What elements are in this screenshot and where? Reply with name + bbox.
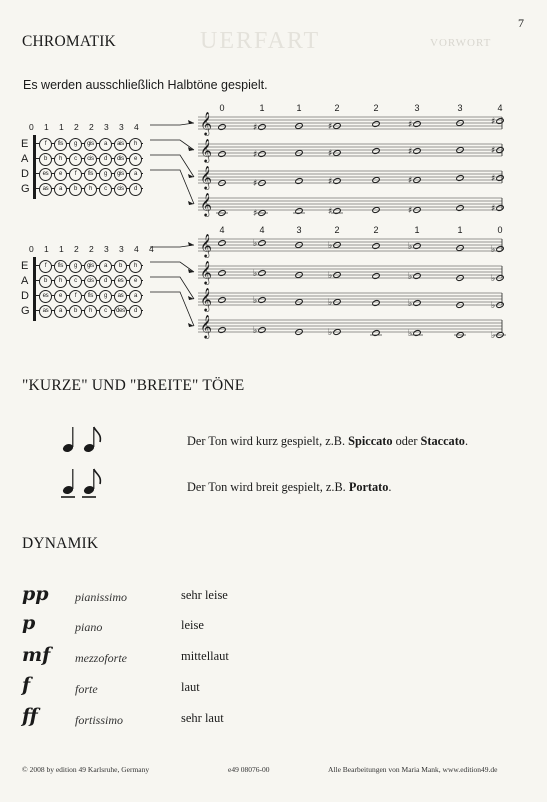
fingerboard-nut <box>33 135 36 199</box>
accidental-icon: ♯ <box>491 174 496 184</box>
accidental-icon: ♭ <box>253 326 258 336</box>
note-circle: a <box>54 305 67 318</box>
accidental-icon: ♭ <box>253 239 258 249</box>
footer-copyright: © 2008 by edition 49 Karlsruhe, Germany <box>22 765 150 774</box>
short-note-symbols <box>58 422 108 456</box>
long-note-symbols <box>58 465 108 501</box>
whole-note <box>413 300 421 307</box>
accidental-icon: ♭ <box>491 274 496 284</box>
note-circle: c <box>99 183 112 196</box>
note-circle: f <box>69 168 82 181</box>
staff-fingering: 1 <box>296 103 302 113</box>
section-title-chromatik: CHROMATIK <box>22 33 116 50</box>
note-circle: fis <box>54 260 67 273</box>
mapping-arrow <box>150 277 194 299</box>
dynamic-italian-term: piano <box>75 620 103 634</box>
note-circle: es <box>39 168 52 181</box>
string-label-a: A <box>21 153 29 165</box>
staff-fingering: 1 <box>457 225 463 235</box>
dynamic-symbol-p: p <box>22 612 36 634</box>
staff-fingering: 4 <box>219 225 225 235</box>
dynamic-symbol-mf: mf <box>22 644 51 666</box>
note-circle: f <box>39 260 52 273</box>
accidental-icon: ♯ <box>408 206 413 216</box>
whole-note <box>258 327 266 334</box>
string-label-e: E <box>21 138 29 150</box>
accidental-icon: ♯ <box>253 123 258 133</box>
accidental-icon: ♭ <box>491 245 496 255</box>
finger-number: 1 <box>59 122 64 132</box>
mapping-arrow <box>150 262 194 272</box>
string-label-g: G <box>21 183 30 195</box>
whole-note <box>372 148 380 155</box>
staff-fingering: 2 <box>373 225 379 235</box>
note-circle: d <box>129 305 142 318</box>
dynamic-meaning: sehr leise <box>181 588 228 602</box>
note-circle: fis <box>84 290 97 303</box>
accidental-icon: ♯ <box>491 117 496 127</box>
note-circle: gis <box>84 260 97 273</box>
staff-fingering: 2 <box>334 225 340 235</box>
finger-number: 2 <box>89 122 94 132</box>
dynamic-meaning: mittellaut <box>181 649 229 663</box>
note-circle: f <box>39 138 52 151</box>
finger-number: 4 <box>149 244 154 254</box>
section-title-dynamik: DYNAMIK <box>22 535 99 552</box>
staff-fingering: 2 <box>334 103 340 113</box>
note-circle: as <box>114 290 127 303</box>
note-circle: h <box>84 183 97 196</box>
note-circle: es <box>114 275 127 288</box>
whole-note <box>258 297 266 304</box>
staff-fingering: 0 <box>497 225 503 235</box>
mapping-arrow <box>150 245 194 247</box>
whole-note <box>372 300 380 307</box>
footer-catalog-number: e49 08076-00 <box>228 765 270 774</box>
whole-note <box>218 327 226 334</box>
staff-fingering: 3 <box>457 103 463 113</box>
note-circle: fis <box>54 138 67 151</box>
dynamic-italian-term: forte <box>75 682 98 696</box>
accidental-icon: ♯ <box>408 120 413 130</box>
whole-note <box>295 208 303 215</box>
note-circle: dis <box>114 153 127 166</box>
note-circle: c <box>69 275 82 288</box>
note-circle: a <box>129 168 142 181</box>
whole-note <box>258 240 266 247</box>
staff-fingering: 3 <box>414 103 420 113</box>
finger-number: 1 <box>44 244 49 254</box>
finger-number: 3 <box>104 244 109 254</box>
finger-number: 3 <box>104 122 109 132</box>
note-circle: as <box>39 183 52 196</box>
treble-clef-icon: 𝄞 <box>200 165 212 189</box>
note-circle: gis <box>114 168 127 181</box>
note-circle: gis <box>84 138 97 151</box>
note-circle: cis <box>84 275 97 288</box>
accidental-icon: ♯ <box>253 150 258 160</box>
dynamic-italian-term: fortissimo <box>75 713 124 727</box>
whole-note <box>372 243 380 250</box>
accidental-icon: ♭ <box>328 271 333 281</box>
long-tone-description: Der Ton wird breit gespielt, z.B. Portato. <box>187 480 392 494</box>
treble-clef-icon: 𝄞 <box>200 314 212 338</box>
note-circle: fis <box>84 168 97 181</box>
staff-fingering: 4 <box>259 225 265 235</box>
note-circle: h <box>54 275 67 288</box>
bleed-through-title: UERFART <box>200 28 321 54</box>
fingerboard-nut <box>33 257 36 321</box>
finger-number: 0 <box>29 244 34 254</box>
accidental-icon: ♯ <box>328 207 333 217</box>
accidental-icon: ♯ <box>328 122 333 132</box>
whole-note <box>258 124 266 131</box>
treble-clef-icon: 𝄞 <box>200 192 212 216</box>
whole-note <box>413 273 421 280</box>
finger-number: 1 <box>44 122 49 132</box>
accidental-icon: ♯ <box>253 179 258 189</box>
whole-note <box>218 270 226 277</box>
note-circle: f <box>69 290 82 303</box>
chromatic-staves-2 <box>150 222 510 342</box>
whole-note <box>372 330 380 337</box>
note-circle: b <box>39 153 52 166</box>
accidental-icon: ♭ <box>328 328 333 338</box>
whole-note <box>333 208 341 215</box>
dynamic-meaning: laut <box>181 680 200 694</box>
accidental-icon: ♭ <box>253 296 258 306</box>
whole-note <box>413 121 421 128</box>
staff-fingering: 1 <box>259 103 265 113</box>
accidental-icon: ♯ <box>491 204 496 214</box>
whole-note <box>372 273 380 280</box>
dynamic-meaning: sehr laut <box>181 711 224 725</box>
note-circle: d <box>129 183 142 196</box>
page-number: 7 <box>518 16 524 30</box>
note-circle: cis <box>114 183 127 196</box>
mapping-arrow <box>150 140 194 150</box>
accidental-icon: ♯ <box>408 147 413 157</box>
note-circle: a <box>99 260 112 273</box>
note-circle: a <box>99 138 112 151</box>
note-circle: c <box>69 153 82 166</box>
whole-note <box>413 148 421 155</box>
string-label-e: E <box>21 260 29 272</box>
note-circle: h <box>129 260 142 273</box>
note-circle: es <box>39 290 52 303</box>
whole-note <box>456 175 464 182</box>
accidental-icon: ♭ <box>408 329 413 339</box>
whole-note <box>218 151 226 158</box>
whole-note <box>258 151 266 158</box>
dynamic-symbol-f: f <box>22 674 31 696</box>
staff-fingering: 3 <box>296 225 302 235</box>
finger-number: 3 <box>119 244 124 254</box>
note-circle: h <box>84 305 97 318</box>
note-circle: b <box>69 305 82 318</box>
finger-number: 2 <box>89 244 94 254</box>
whole-note <box>496 246 504 253</box>
treble-clef-icon: 𝄞 <box>200 287 212 311</box>
note-circle: g <box>99 168 112 181</box>
treble-clef-icon: 𝄞 <box>200 233 212 257</box>
finger-number: 1 <box>59 244 64 254</box>
accidental-icon: ♯ <box>408 176 413 186</box>
note-circle: d <box>99 275 112 288</box>
accidental-icon: ♯ <box>328 149 333 159</box>
note-circle: a <box>54 183 67 196</box>
finger-number: 0 <box>29 122 34 132</box>
treble-clef-icon: 𝄞 <box>200 260 212 284</box>
section-title-kurze-breite: "KURZE" UND "BREITE" TÖNE <box>22 377 245 394</box>
accidental-icon: ♭ <box>328 241 333 251</box>
whole-note <box>496 175 504 182</box>
finger-number: 2 <box>74 122 79 132</box>
string-label-a: A <box>21 275 29 287</box>
accidental-icon: ♭ <box>328 298 333 308</box>
whole-note <box>413 243 421 250</box>
note-circle: g <box>69 260 82 273</box>
accidental-icon: ♭ <box>253 269 258 279</box>
note-circle: a <box>129 290 142 303</box>
note-circle: cis <box>84 153 97 166</box>
short-tone-description: Der Ton wird kurz gespielt, z.B. Spiccato oder Staccato. <box>187 434 469 448</box>
dynamic-italian-term: pianissimo <box>75 590 128 604</box>
whole-note <box>218 124 226 131</box>
bleed-through-text: VORWORT <box>430 37 492 49</box>
note-circle: c <box>99 305 112 318</box>
dynamic-meaning: leise <box>181 618 204 632</box>
mapping-arrow <box>150 155 194 177</box>
accidental-icon: ♭ <box>491 331 496 341</box>
note-circle: e <box>129 275 142 288</box>
whole-note <box>218 240 226 247</box>
accidental-icon: ♭ <box>408 299 413 309</box>
dynamic-symbol-pp: pp <box>22 583 49 605</box>
accidental-icon: ♭ <box>408 272 413 282</box>
footer-credits: Alle Bearbeitungen von Maria Mank, www.edition49.de <box>328 765 498 774</box>
note-circle: e <box>129 153 142 166</box>
whole-note <box>496 205 504 212</box>
mapping-arrow <box>150 170 194 204</box>
whole-note <box>218 297 226 304</box>
staff-fingering: 2 <box>373 103 379 113</box>
finger-number: 4 <box>134 244 139 254</box>
note-circle: b <box>114 260 127 273</box>
string-label-d: D <box>21 290 29 302</box>
staff-fingering: 4 <box>497 103 503 113</box>
note-circle: ais <box>114 138 127 151</box>
accidental-icon: ♯ <box>253 209 258 219</box>
note-circle: d <box>99 153 112 166</box>
note-circle: e <box>54 290 67 303</box>
whole-note <box>413 330 421 337</box>
accidental-icon: ♭ <box>491 301 496 311</box>
chromatik-intro: Es werden ausschließlich Halbtöne gespielt. <box>23 78 268 92</box>
dynamic-symbol-ff: ff <box>22 705 38 727</box>
whole-note <box>258 270 266 277</box>
finger-number: 2 <box>74 244 79 254</box>
note-circle: b <box>69 183 82 196</box>
whole-note <box>496 118 504 125</box>
note-circle: as <box>39 305 52 318</box>
dynamic-italian-term: mezzoforte <box>75 651 127 665</box>
note-circle: h <box>129 138 142 151</box>
accidental-icon: ♯ <box>328 177 333 187</box>
treble-clef-icon: 𝄞 <box>200 138 212 162</box>
whole-note <box>333 178 341 185</box>
accidental-icon: ♯ <box>491 146 496 156</box>
note-circle: g <box>99 290 112 303</box>
accidental-icon: ♭ <box>408 242 413 252</box>
note-circle: h <box>54 153 67 166</box>
finger-number: 3 <box>119 122 124 132</box>
string-label-g: G <box>21 305 30 317</box>
note-circle: e <box>54 168 67 181</box>
mapping-arrow <box>150 123 194 125</box>
finger-number: 4 <box>134 122 139 132</box>
staff-fingering: 1 <box>414 225 420 235</box>
whole-note <box>295 178 303 185</box>
note-circle: des <box>114 305 127 318</box>
chromatic-staves-1 <box>150 100 510 220</box>
staff-fingering: 0 <box>219 103 225 113</box>
note-circle: g <box>69 138 82 151</box>
note-circle: b <box>39 275 52 288</box>
mapping-arrow <box>150 292 194 326</box>
whole-note <box>456 205 464 212</box>
treble-clef-icon: 𝄞 <box>200 111 212 135</box>
whole-note <box>372 121 380 128</box>
string-label-d: D <box>21 168 29 180</box>
